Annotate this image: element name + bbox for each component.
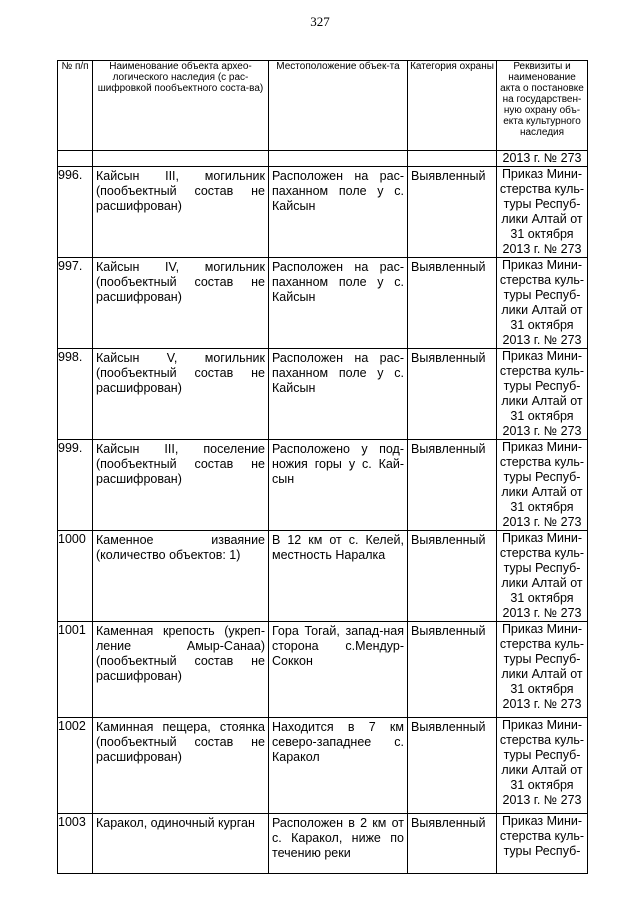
row-number: 996.	[58, 168, 83, 182]
protection-category: Выявленный	[411, 720, 486, 734]
header-location: Местоположение объек-та	[269, 61, 408, 151]
act-requisites-line: 31 октября	[510, 500, 574, 514]
act-requisites-line: лики Алтай от	[501, 576, 583, 590]
act-requisites-line: 31 октября	[510, 227, 574, 241]
table-row	[58, 718, 588, 814]
act-requisites	[497, 814, 588, 874]
object-name: Каменная крепость (укреп-ление Амыр-Санаа) (пообъектный состав не расшифрован)	[96, 624, 265, 683]
act-requisites-line: Приказ Мини-	[501, 814, 583, 828]
act-requisites-line: стерства куль-	[499, 273, 585, 287]
act-requisites-line: туры Респуб-	[503, 748, 581, 762]
object-name: Каракол, одиночный курган	[96, 816, 255, 830]
act-requisites-line: стерства куль-	[499, 829, 585, 843]
act-requisites-line: лики Алтай от	[501, 394, 583, 408]
protection-category: Выявленный	[411, 351, 486, 365]
act-requisites-line: стерства куль-	[499, 455, 585, 469]
act-requisites-line: 31 октября	[510, 591, 574, 605]
act-requisites-line: туры Респуб-	[503, 379, 581, 393]
act-requisites-line: 2013 г. № 273	[502, 606, 582, 620]
act-requisites-line: 2013 г. № 273	[502, 242, 582, 256]
act-requisites-line: стерства куль-	[499, 364, 585, 378]
object-location: Расположен на рас-паханном поле у с. Кайсын	[272, 260, 404, 304]
act-requisites-line: туры Респуб-	[503, 197, 581, 211]
act-requisites-line: Приказ Мини-	[501, 718, 583, 732]
act-requisites	[497, 258, 588, 349]
act-requisites-line: лики Алтай от	[501, 763, 583, 777]
row-number: 1002	[58, 719, 86, 733]
table-row	[58, 440, 588, 531]
act-requisites-line: туры Респуб-	[503, 652, 581, 666]
header-number: № п/п	[58, 61, 93, 151]
act-requisites-line: Приказ Мини-	[501, 622, 583, 636]
act-requisites-line: 31 октября	[510, 318, 574, 332]
act-requisites-line: 2013 г. № 273	[502, 333, 582, 347]
act-requisites-line: стерства куль-	[499, 733, 585, 747]
object-name: Кайсын III, поселение (пообъектный состав не расшифрован)	[96, 442, 265, 486]
act-requisites-line: лики Алтай от	[501, 303, 583, 317]
table-row	[58, 622, 588, 718]
object-name: Каменное изваяние (количество объектов: 1)	[96, 533, 265, 562]
protection-category: Выявленный	[411, 624, 486, 638]
act-requisites-line: лики Алтай от	[501, 667, 583, 681]
act-requisites-line: стерства куль-	[499, 637, 585, 651]
act-requisites	[497, 622, 588, 718]
object-location: Расположен в 2 км от с. Каракол, ниже по течению реки	[272, 816, 404, 860]
act-requisites-line: 31 октября	[510, 778, 574, 792]
object-name: Кайсын III, могильник (пообъектный состав не расшифрован)	[96, 169, 265, 213]
act-requisites-line: стерства куль-	[499, 546, 585, 560]
act-requisites-line: туры Респуб-	[503, 561, 581, 575]
row-number: 997.	[58, 259, 83, 273]
carry-over-row	[58, 151, 588, 167]
act-requisites-line: Приказ Мини-	[501, 258, 583, 272]
act-requisites	[497, 531, 588, 622]
object-name: Каминная пещера, стоянка (пообъектный состав не расшифрован)	[96, 720, 265, 764]
row-number: 1003	[58, 815, 86, 829]
row-number: 999.	[58, 441, 83, 455]
heritage-registry-table	[57, 60, 588, 874]
object-name: Кайсын IV, могильник (пообъектный состав не расшифрован)	[96, 260, 265, 304]
table-header-row	[58, 61, 588, 151]
object-location: Гора Тогай, запад-ная сторона с.Мендур-Соккон	[272, 624, 404, 668]
act-requisites	[497, 349, 588, 440]
header-object-name: Наименование объекта архео-логического наследия (с рас-шифровкой пообъектного соста-ва)	[93, 61, 269, 151]
header-protection-category: Категория охраны	[408, 61, 497, 151]
object-location: Находится в 7 км северо-западнее с. Каракол	[272, 720, 404, 764]
act-requisites-line: Приказ Мини-	[501, 167, 583, 181]
act-requisites	[497, 440, 588, 531]
object-location: Расположен на рас-паханном поле у с. Кайсын	[272, 351, 404, 395]
act-requisites-line: 2013 г. № 273	[502, 424, 582, 438]
table-row	[58, 349, 588, 440]
act-requisites-line: 2013 г. № 273	[502, 793, 582, 807]
table-row	[58, 258, 588, 349]
act-requisites-line: Приказ Мини-	[501, 349, 583, 363]
protection-category: Выявленный	[411, 260, 486, 274]
act-requisites	[497, 718, 588, 814]
protection-category: Выявленный	[411, 533, 486, 547]
object-location: В 12 км от с. Келей, местность Наралка	[272, 533, 404, 562]
table-row	[58, 814, 588, 874]
table-row	[58, 531, 588, 622]
act-requisites-line: Приказ Мини-	[501, 531, 583, 545]
protection-category: Выявленный	[411, 816, 486, 830]
act-requisites-line: туры Респуб-	[503, 844, 581, 858]
act-requisites-line: 2013 г. № 273	[502, 697, 582, 711]
row-number: 1001	[58, 623, 86, 637]
act-requisites-line: лики Алтай от	[501, 212, 583, 226]
object-name: Кайсын V, могильник (пообъектный состав не расшифрован)	[96, 351, 265, 395]
row-number: 1000	[58, 532, 86, 546]
act-requisites-line: лики Алтай от	[501, 485, 583, 499]
act-requisites-line: 2013 г. № 273	[502, 515, 582, 529]
act-requisites-line: Приказ Мини-	[501, 440, 583, 454]
act-requisites-line: 31 октября	[510, 682, 574, 696]
act-requisites	[497, 167, 588, 258]
table-row	[58, 167, 588, 258]
carry-over-ref: 2013 г. № 273	[497, 151, 588, 167]
page-number: 327	[310, 14, 330, 29]
row-number: 998.	[58, 350, 83, 364]
protection-category: Выявленный	[411, 442, 486, 456]
act-requisites-line: туры Респуб-	[503, 470, 581, 484]
protection-category: Выявленный	[411, 169, 486, 183]
act-requisites-line: туры Респуб-	[503, 288, 581, 302]
object-location: Расположен на рас-паханном поле у с. Кайсын	[272, 169, 404, 213]
act-requisites-line: стерства куль-	[499, 182, 585, 196]
header-act-requisites: Реквизиты и наименование акта о постановке на государствен-ную охрану объ-екта культурного наследия	[497, 61, 588, 151]
act-requisites-line: 31 октября	[510, 409, 574, 423]
object-location: Расположено у под-ножия горы у с. Кай-сын	[272, 442, 404, 486]
